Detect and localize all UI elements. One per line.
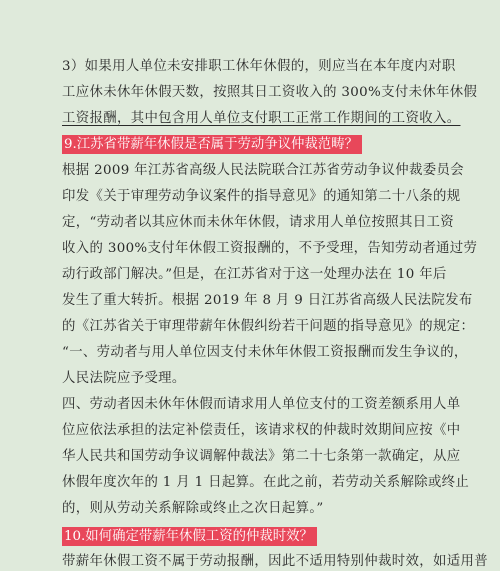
text-line: 根据 2009 年江苏省高级人民法院联合江苏省劳动争议仲裁委员会 (62, 163, 464, 178)
text-line: 印发《关于审理劳动争议案件的指导意见》的通知第二十八条的规 (62, 189, 461, 204)
text-line: 华人民共和国劳动争议调解仲裁法》第二十七条第一款确定，从应 (62, 449, 461, 464)
text-line: 人民法院应予受理。 (62, 371, 186, 386)
text-line-partial: 带薪年休假工资不属于劳动报酬，因此不适用特别仲裁时效，如适用普 (62, 554, 488, 569)
text-line: 发生了重大转折。根据 2019 年 8 月 9 日江苏省高级人民法院发布 (62, 293, 473, 308)
text-line: 位应依法承担的法定补偿责任，该请求权的仲裁时效期间应按《中 (62, 423, 461, 438)
section-heading-9: 9.江苏省带薪年休假是否属于劳动争议仲裁范畴？ (62, 135, 362, 154)
text-line: 定，“劳动者以其应休而未休年休假，请求用人单位按照其日工资 (62, 215, 454, 230)
section-heading-10: 10.如何确定带薪年休假工资的仲裁时效？ (62, 527, 317, 546)
text-line: 3）如果用人单位未安排职工休年休假的，则应当在本年度内对职 (62, 59, 456, 74)
text-line: 动行政部门解决。”但是，在江苏省对于这一处理办法在 10 年后 (62, 267, 447, 282)
text-line-underlined: 工资报酬，其中包含用人单位支付职工正常工作期间的工资收入。 (62, 111, 461, 126)
text-line: 的，则从劳动关系解除或终止之次日起算。” (62, 501, 324, 516)
text-line: “一、劳动者与用人单位因支付未休年休假工资报酬而发生争议的， (62, 345, 468, 360)
text-line: 休假年度次年的 1 月 1 日起算。在此之前，若劳动关系解除或终止 (62, 475, 470, 490)
text-line: 的《江苏省关于审理带薪年休假纠纷若干问题的指导意见》的规定： (62, 319, 475, 334)
text-line: 工应休未休年休假天数，按照其日工资收入的 300%支付未休年休假 (62, 85, 478, 100)
text-line: 收入的 300%支付年休假工资报酬的，不予受理，告知劳动者通过劳 (62, 241, 478, 256)
text-line: 四、劳动者因未休年休假而请求用人单位支付的工资差额系用人单 (62, 397, 461, 412)
